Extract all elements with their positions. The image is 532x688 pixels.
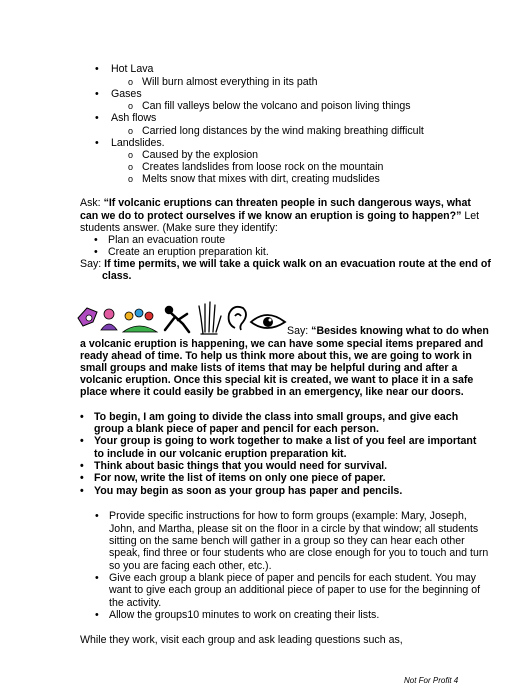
ask-line-1: Ask: “If volcanic eruptions can threaten people in such dangerous ways, what (80, 197, 471, 209)
teacher-script-continuation: to include in our volcanic eruption preparation kit. (94, 448, 347, 460)
instruction-continuation: sitting on the same bench will gather in a group so they can hear each other (109, 535, 465, 547)
say2-line: volcanic eruption. Once this special kit is created, we want to place it in a safe (80, 374, 474, 386)
ask-line-3: students answer. (Make sure they identify: (80, 222, 278, 234)
say2-line: place where it could easily be grabbed in an emergency, like near our doors. (80, 386, 464, 398)
say2-line: ready ahead of time. To help us think more about this, we are going to work in (80, 350, 472, 362)
ear-icon (229, 307, 246, 330)
document-page: Hot Lava Will burn almost everything in its path Gases Can fill valleys below the volcano and poison living things Ash flows Carried long distances by the wind making breathing difficult Landslides. Caused by the explosion Creates landslides from loose rock on the mountain Melts snow that mixes with dirt, creating mudslides Ask: “If volcanic eruptions can threaten people in such dangerous ways, what can we do to protect ourselves if we know an eruption is going to happen?” Let students answer. (Make sure they identify: Plan an evacuation route Create an eruption preparation kit. Say: If time permits, we will take a quick walk on an evacuation route at the end of class. Say: “Besides knowing what to do when a volcanic eruption is happening, we can have some special items prepared and ready ahead of time. To help us think more about this, we are going to work in small groups and make lists of items that may be helpful during and after a volcanic eruption. Once this special kit is created, we want to place it in a safe place where it could easily be grabbed in an emergency, like near our doors. To begin, I am going to divide the class into small groups, and give each group a blank piece of paper and pencil for each person. Your group is going to work together to make a list of you feel are important to include in our volcanic eruption preparation kit. Think about basic things that you would need for survival. For now, write the list of items on only one piece of paper. You may begin as soon as your group has paper and pencils. Provide specific instructions for how to form groups (example: Mary, Joseph, John, and Martha, please sit on the floor in a circle by that window; all students sitting on the same bench will gather in a group so they can hear each other speak, find three or four students who are close enough for you to touch and turn so you are facing each other, etc.). Give each group a blank piece of paper and pencils for each student. You may want to give each group an additional piece of paper to use for the beginning of the activity. Allow the groups10 minutes to work on creating their lists. While they work, visit each group and ask leading questions such as, Not For Profit 4 (0, 0, 532, 688)
group-glyph-icon (123, 309, 157, 332)
page-footer: Not For Profit 4 (404, 676, 459, 685)
instruction-continuation: John, and Martha, please sit on the floor in a circle by that window; all students (109, 523, 479, 535)
instruction-continuation: speak, find three or four students who are close enough for you to touch and turn (109, 547, 489, 559)
icon-strip (75, 296, 287, 336)
ask-line-2: can we do to protect ourselves if we know an eruption is going to happen?” Let (80, 210, 480, 222)
say2-line-1: Say: “Besides knowing what to do when (287, 325, 489, 337)
say-line-2: class. (102, 270, 132, 282)
gear-glyph-icon (78, 308, 97, 326)
hand-icon (199, 302, 221, 334)
eye-icon (251, 315, 285, 328)
instruction-continuation: want to give each group an additional piece of paper to use for the beginning of (109, 584, 481, 596)
say-line-1: Say: If time permits, we will take a quick walk on an evacuation route at the end of (80, 258, 491, 270)
stretch-figure-icon (165, 307, 189, 332)
say2-line: a volcanic eruption is happening, we can have some special items prepared and (80, 338, 484, 350)
closing-line: While they work, visit each group and ask leading questions such as, (80, 634, 403, 646)
say2-line: small groups and make lists of items that may be helpful during and after a (80, 362, 458, 374)
instruction-continuation: the activity. (109, 597, 162, 609)
silhouette-glyph-icon (101, 309, 117, 330)
teacher-script-continuation: group a blank piece of paper and pencil for each person. (94, 423, 379, 435)
instruction-continuation: so you are facing each other, etc.). (109, 560, 272, 572)
